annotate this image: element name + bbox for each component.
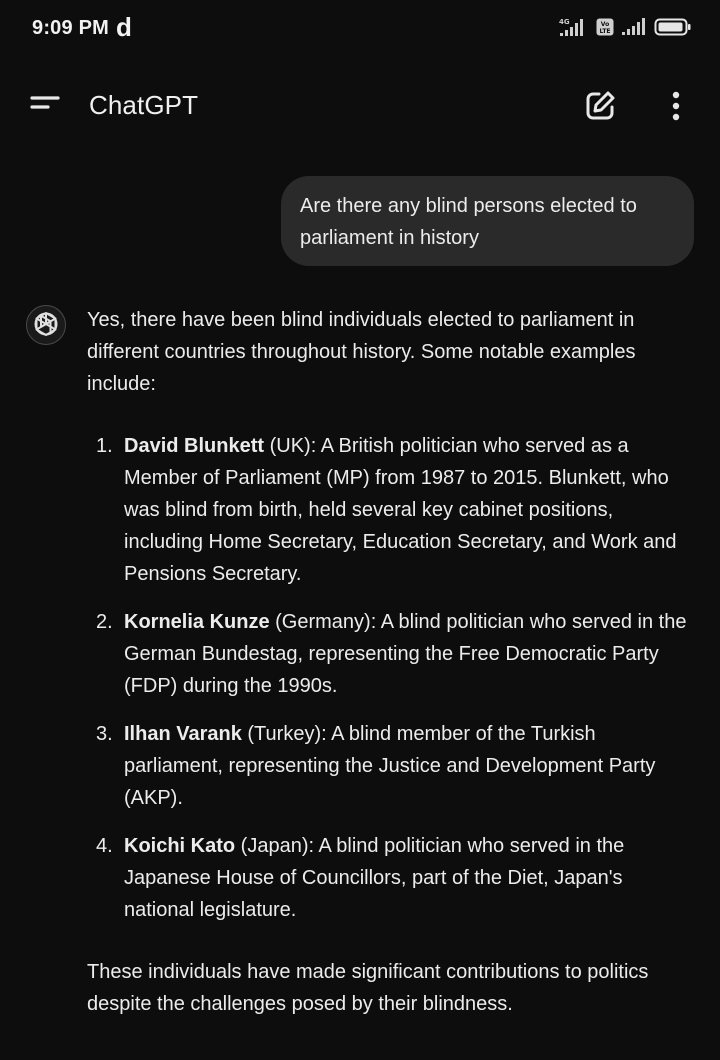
list-item bbox=[87, 830, 687, 926]
user-message-text: Are there any blind persons elected to parliament in history bbox=[300, 195, 637, 249]
app-header bbox=[0, 72, 720, 138]
list-item-text: (Germany): A blind politician who served in the German Bundestag, representing the Free Democratic Party (FDP) during the 1990s. bbox=[124, 611, 687, 697]
volte-icon bbox=[596, 18, 614, 36]
assistant-avatar bbox=[26, 305, 66, 345]
svg-text:Vo: Vo bbox=[600, 21, 610, 28]
app-title: ChatGPT bbox=[89, 90, 199, 120]
list-item-number: 4. bbox=[96, 835, 113, 857]
list-item bbox=[87, 718, 687, 814]
list-item-text: (Japan): A blind politician who served in the Japanese House of Councillors, part of the Diet, Japan's national legislature. bbox=[124, 835, 625, 921]
new-chat-button[interactable] bbox=[578, 84, 622, 128]
svg-text:4G: 4G bbox=[559, 18, 570, 26]
user-message-bubble bbox=[281, 176, 694, 266]
signal-4g-icon bbox=[558, 16, 588, 38]
assistant-closing: These individuals have made significant contributions to politics despite the challenges posed by their blindness. bbox=[87, 961, 649, 1015]
list-item-name: Kornelia Kunze bbox=[124, 611, 270, 633]
status-bar bbox=[0, 0, 720, 56]
list-item-name: Koichi Kato bbox=[124, 835, 236, 857]
answer-list bbox=[87, 430, 687, 926]
list-item-name: Ilhan Varank bbox=[124, 723, 242, 745]
status-time: 9:09 PM bbox=[32, 17, 109, 39]
list-item-number: 3. bbox=[96, 723, 113, 745]
menu-button[interactable] bbox=[24, 86, 68, 126]
assistant-intro: Yes, there have been blind individuals elected to parliament in different countries throughout history. Some notable examples include: bbox=[87, 309, 636, 395]
assistant-message bbox=[87, 304, 687, 1020]
notification-app-icon: d bbox=[116, 12, 132, 42]
battery-icon bbox=[654, 17, 692, 37]
svg-text:LTE: LTE bbox=[599, 28, 611, 35]
list-item-number: 2. bbox=[96, 611, 113, 633]
status-indicators bbox=[558, 16, 692, 38]
menu-icon bbox=[24, 86, 68, 126]
list-item bbox=[87, 606, 687, 702]
list-item-text: (UK): A British politician who served as a Member of Parliament (MP) from 1987 to 2015. Blunkett, who was blind from birth, held several key cabinet positions, including Home Secretary, Education Secretary, and Work and Pensions Secretary. bbox=[124, 435, 677, 585]
list-item-number: 1. bbox=[96, 435, 113, 457]
chatgpt-logo-icon bbox=[31, 310, 61, 340]
list-item-name: David Blunkett bbox=[124, 435, 265, 457]
more-options-button[interactable] bbox=[656, 84, 696, 128]
signal-icon bbox=[622, 17, 646, 37]
edit-icon bbox=[578, 84, 622, 128]
more-vertical-icon bbox=[656, 84, 696, 128]
list-item-text: (Turkey): A blind member of the Turkish parliament, representing the Justice and Development Party (AKP). bbox=[124, 723, 656, 809]
list-item bbox=[87, 430, 687, 590]
